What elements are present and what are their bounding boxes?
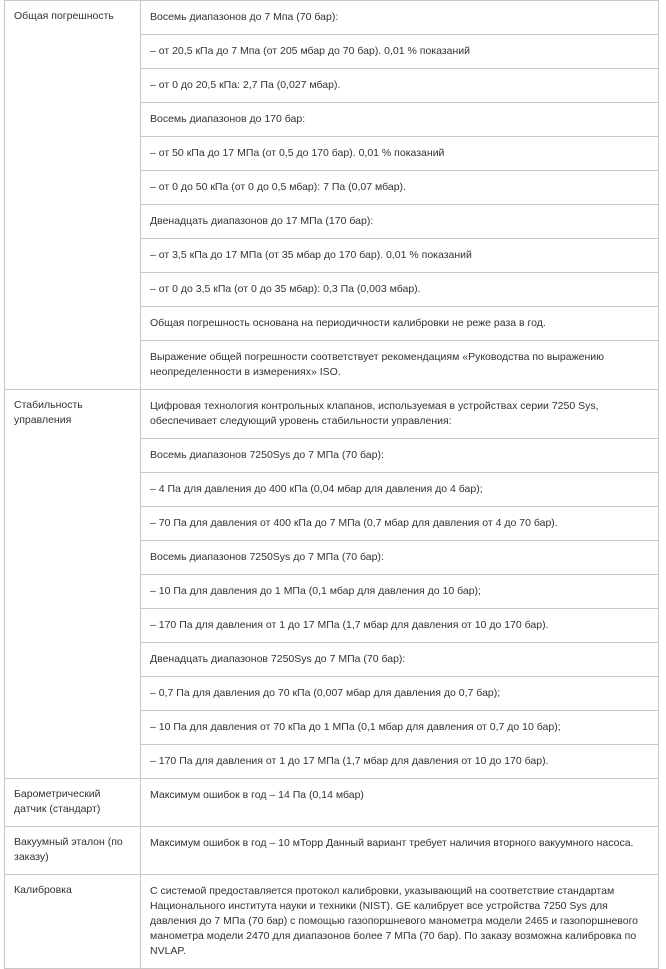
specifications-table-body — [5, 1, 659, 969]
spec-value-cell: – 170 Па для давления от 1 до 17 МПа (1,7 мбар для давления от 10 до 170 бар). — [141, 745, 659, 779]
spec-value-cell: – от 0 до 20,5 кПа: 2,7 Па (0,027 мбар). — [141, 69, 659, 103]
spec-value-cell: – от 0 до 50 кПа (от 0 до 0,5 мбар): 7 Па (0,07 мбар). — [141, 171, 659, 205]
spec-value-cell: – 10 Па для давления до 1 МПа (0,1 мбар для давления до 10 бар); — [141, 575, 659, 609]
spec-value-cell: – от 0 до 3,5 кПа (от 0 до 35 мбар): 0,3 Па (0,003 мбар). — [141, 273, 659, 307]
spec-value-cell: – от 50 кПа до 17 МПа (от 0,5 до 170 бар). 0,01 % показаний — [141, 137, 659, 171]
spec-row — [5, 1, 659, 35]
spec-value-cell: – 4 Па для давления до 400 кПа (0,04 мбар для давления до 4 бар); — [141, 473, 659, 507]
spec-row — [5, 779, 659, 827]
spec-value-cell: Восемь диапазонов до 7 Мпа (70 бар): — [141, 1, 659, 35]
spec-parameter-label: Стабильность управления — [5, 390, 141, 779]
spec-value-cell: Восемь диапазонов до 170 бар: — [141, 103, 659, 137]
spec-value-cell: С системой предоставляется протокол калибровки, указывающий на соответствие стандартам Национального института науки и техники (NIST). GE калибрует все устройства 7250 Sys для давления до 7 МПа (70 бар) с помощью газопоршневого манометра модели 2465 и газопоршневого манометра модели 2470 для диапазонов более 7 МПа (70 бар). По заказу возможна калибровка по NVLAP. — [141, 875, 659, 969]
spec-parameter-label: Барометрический датчик (стандарт) — [5, 779, 141, 827]
spec-value-cell: – 70 Па для давления от 400 кПа до 7 МПа (0,7 мбар для давления от 4 до 70 бар). — [141, 507, 659, 541]
specifications-table — [4, 0, 659, 969]
spec-value-cell: Максимум ошибок в год – 10 мТорр Данный вариант требует наличия вторного вакуумного насоса. — [141, 827, 659, 875]
spec-parameter-label: Общая погрешность — [5, 1, 141, 390]
spec-parameter-label: Вакуумный эталон (по заказу) — [5, 827, 141, 875]
spec-value-cell: Максимум ошибок в год – 14 Па (0,14 мбар) — [141, 779, 659, 827]
spec-row — [5, 827, 659, 875]
spec-value-cell: – 170 Па для давления от 1 до 17 МПа (1,7 мбар для давления от 10 до 170 бар). — [141, 609, 659, 643]
spec-value-cell: – 10 Па для давления от 70 кПа до 1 МПа (0,1 мбар для давления от 0,7 до 10 бар); — [141, 711, 659, 745]
spec-value-cell: Двенадцать диапазонов 7250Sys до 7 МПа (70 бар): — [141, 643, 659, 677]
spec-value-cell: Общая погрешность основана на периодичности калибровки не реже раза в год. — [141, 307, 659, 341]
spec-value-cell: – от 3,5 кПа до 17 МПа (от 35 мбар до 170 бар). 0,01 % показаний — [141, 239, 659, 273]
spec-value-cell: – от 20,5 кПа до 7 Мпа (от 205 мбар до 70 бар). 0,01 % показаний — [141, 35, 659, 69]
spec-value-cell: Двенадцать диапазонов до 17 МПа (170 бар): — [141, 205, 659, 239]
spec-value-cell: Цифровая технология контрольных клапанов, используемая в устройствах серии 7250 Sys, обеспечивает следующий уровень стабильности управления: — [141, 390, 659, 439]
spec-value-cell: Выражение общей погрешности соответствует рекомендациям «Руководства по выражению неопределенности в измерениях» ISO. — [141, 341, 659, 390]
spec-row — [5, 390, 659, 439]
spec-value-cell: – 0,7 Па для давления до 70 кПа (0,007 мбар для давления до 0,7 бар); — [141, 677, 659, 711]
spec-row — [5, 875, 659, 969]
spec-parameter-label: Калибровка — [5, 875, 141, 969]
spec-value-cell: Восемь диапазонов 7250Sys до 7 МПа (70 бар): — [141, 541, 659, 575]
spec-value-cell: Восемь диапазонов 7250Sys до 7 МПа (70 бар): — [141, 439, 659, 473]
